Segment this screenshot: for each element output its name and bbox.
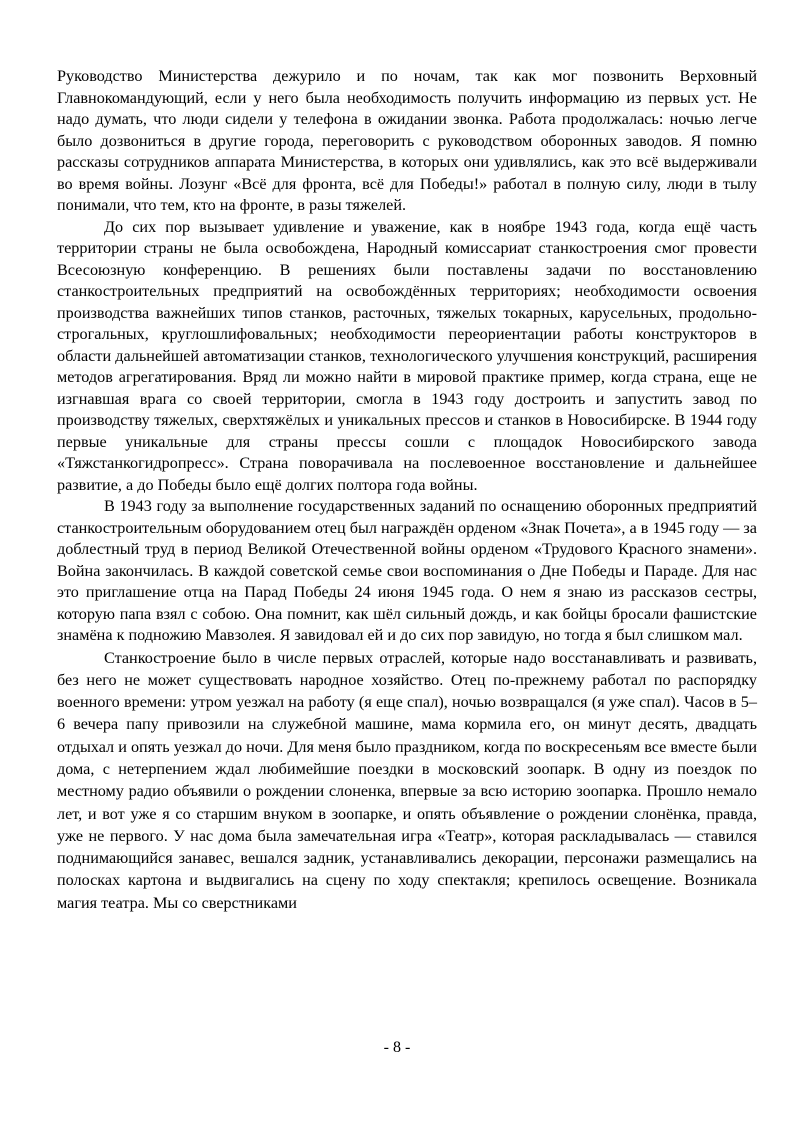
paragraph-3: В 1943 году за выполнение государственных заданий по оснащению оборонных предприятий станкостроительным оборудованием отец был награждён орденом «Знак Почета», а в 1945 году — за доблестный труд в период Великой Отечественной войны орденом «Трудового Красного знамени». Война закончилась. В каждой советской семье свои воспоминания о Дне Победы и Параде. Для нас это приглашение отца на Парад Победы 24 июня 1945 года. О нем я знаю из рассказов сестры, которую папа взял с собою. Она помнит, как шёл сильный дождь, и как бойцы бросали фашистские знамёна к подножию Мавзолея. Я завидовал ей и до сих пор завидую, но тогда я был слишком мал. xyxy=(57,497,757,644)
paragraph-4: Станкостроение было в числе первых отраслей, которые надо восстанавливать и развивать, без него не может существовать народное хозяйство. Отец по-прежнему работал по распорядку военного времени: утром уезжал на работу (я еще спал), ночью возвращался (я уже спал). Часов в 5–6 вечера папу привозили на служебной машине, мама кормила его, он минут десять, двадцать отдыхал и опять уезжал до ночи. Для меня было праздником, когда по воскресеньям все вместе были дома, с нетерпением ждал любимейшие поездки в московский зоопарк. В одну из поездок по местному радио объявили о рождении слоненка, впервые за всю историю зоопарка. Прошло немало лет, и вот уже я со старшим внуком в зоопарке, и опять объявление о рождении слонёнка, правда, уже не первого. У нас дома была замечательная игра «Театр», которая раскладывалась — ставился поднимающийся занавес, вешался задник, устанавливались декорации, персонажи размещались на полосках картона и выдвигались на сцену по ходу спектакля; крепилось освещение. Возникала магия театра. Мы со сверстниками xyxy=(57,648,757,912)
document-page xyxy=(57,66,757,914)
paragraph-1: Руководство Министерства дежурило и по ночам, так как мог позвонить Верховный Главнокомандующий, если у него была необходимость получить информацию из первых уст. Не надо думать, что люди сидели у телефона в ожидании звонка. Работа продолжалась: ночью легче было дозвониться в другие города, переговорить с руководством оборонных заводов. Я помню рассказы сотрудников аппарата Министерства, в которых они удивлялись, как это всё выдерживали во время войны. Лозунг «Всё для фронта, всё для Победы!» работал в полную силу, люди в тылу понимали, что тем, кто на фронте, в разы тяжелей. xyxy=(57,67,757,214)
page-number: - 8 - xyxy=(383,1039,411,1056)
paragraph-2: До сих пор вызывает удивление и уважение, как в ноябре 1943 года, когда ещё часть территории страны не была освобождена, Народный комиссариат станкостроения смог провести Всесоюзную конференцию. В решениях были поставлены задачи по восстановлению станкостроительных предприятий на освобождённых территориях; необходимости освоения производства важнейших типов станков, расточных, тяжелых токарных, карусельных, продольно-строгальных, круглошлифовальных; необходимости переориентации работы конструкторов в области дальнейшей автоматизации станков, технологического улучшения конструкций, расширения методов агрегатирования. Вряд ли можно найти в мировой практике пример, когда страна, еще не изгнавшая врага со своей территории, смогла в 1943 году достроить и запустить завод по производству тяжелых, сверхтяжёлых и уникальных прессов и станков в Новосибирске. В 1944 году первые уникальные для страны прессы сошли с площадок Новосибирского завода «Тяжстанкогидропресс». Страна поворачивала на послевоенное восстановление и дальнейшее развитие, а до Победы было ещё долгих полтора года войны. xyxy=(57,217,757,494)
